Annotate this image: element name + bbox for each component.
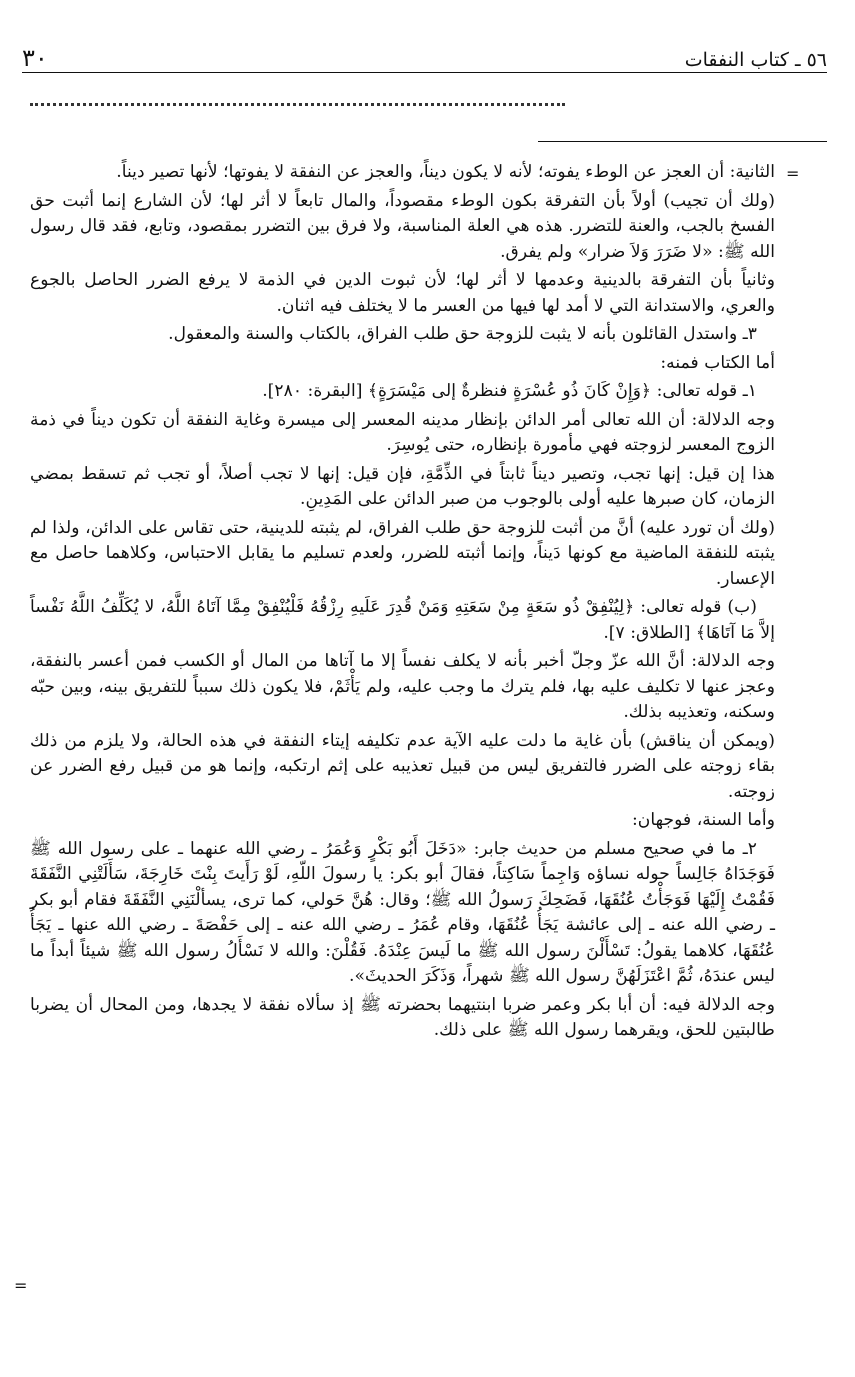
continuation-mark-bottom: =	[14, 1276, 28, 1295]
paragraph-answer-second: وثانياً بأن التفرقة بالدينية وعدمها لا أثر لها؛ لأن ثبوت الدين في الذمة لا يرفع الضرر الحاصل بالجوع والعري، والاستدانة التي لا أمد لها فيها من العسر ما لا يختلف فيه اثنان.	[30, 270, 775, 316]
paragraph-evidence-baqarah: وجه الدلالة: أن الله تعالى أمر الدائن بإنظار مدينه المعسر إلى ميسرة وغاية النفقة أن تكون ديناً في ذمة الزوج المعسر لزوجته فهي مأمورة بإنظاره، حتى يُوسِرَ.	[30, 409, 775, 455]
running-title: ٥٦ ـ كتاب النفقات	[684, 49, 827, 71]
paragraph-answer-first: (ولك أن تجيب) أولاً بأن التفرقة بكون الوطء مقصوداً، والمال تابعاً لا أثر لها؛ لأن الشارع إنما أثبت حق الفسخ بالجب، والعنة للتضرر. هذه هي العلة المناسبة، ولا فرق بين التضرر بمقصود، وتابع، فقد قال رسول الله ﷺ: «لا ضَرَرَ وَلاَ ضرار» ولم يفرق.	[30, 190, 775, 262]
page-number: ٣٠	[22, 44, 48, 72]
continuation-mark-top: =	[786, 164, 800, 183]
page-header	[22, 30, 827, 70]
paragraph-verse-baqarah: ١ـ قوله تعالى: ﴿وَإِنْ كَانَ ذُو عُسْرَةٍ فنظرةٌ إلى مَيْسَرَةٍ﴾ [البقرة: ٢٨٠].	[262, 381, 757, 401]
paragraph-third-opinion: ٣ـ واستدل القائلون بأنه لا يثبت للزوجة حق طلب الفراق، بالكتاب والسنة والمعقول.	[168, 324, 757, 344]
header-rule	[22, 72, 827, 73]
body-text	[30, 160, 775, 1047]
paragraph-evidence-talaq: وجه الدلالة: أنَّ الله عزّ وجلّ أخبر بأنه لا يكلف نفساً إلا ما آتاها من المال أو الكسب فمن أعسر بالنفقة، وعجز عنها لا تكليف عليه بها، فلم يترك ما وجب عليه، ولم يَأْثَمْ، فلا يكون ذلك سبباً للتفريق بينه، وبين حبّه وسكنه، وتعذيبه بذلك.	[30, 651, 775, 722]
paragraph-if-said: هذا إن قيل: إنها تجب، وتصير ديناً ثابتاً في الذِّمَّةِ، فإن قيل: إنها لا تجب أصلاً، أو تجب ثم تسقط بمضي الزمان، كان صبرها عليه أولى بالوجوب من صبر الدائن على المَدِينِ.	[30, 463, 775, 509]
paragraph-evidence-hadith: وجه الدلالة فيه: أن أبا بكر وعمر ضربا ابنتيهما بحضرته ﷺ إذ سألاه نفقة لا يجدها، ومن المحال أن يضربا طالبتين للحق، ويقرهما رسول الله ﷺ على ذلك.	[30, 994, 775, 1040]
paragraph-hadith-jabir: ٢ـ ما في صحيح مسلم من حديث جابر: «دَخَلَ أَبُو بَكْرٍ وَعُمَرُ ـ رضي الله عنهما ـ على رسول الله ﷺ فَوَجَدَاهُ جَالِساً حوله نساؤه وَاجِماً سَاكِتاً، فقالَ أبو بكر: يا رسولَ اللّهِ، لَوْ رَأَيتَ بِنْتَ خَارِجَةَ، سَأَلَتْنِي النَّفَقَةَ فَقُمْتُ إِلَيْهَا فَوَجَأْتُ عُنُقَهَا، فَضَحِكَ رَسولُ الله ﷺ؛ وقال: هُنَّ حَولي، كما ترى، يسألْنَنِي النَّفَقَةَ فقام أبو بكر ـ رضي الله عنه ـ إلى عائشة يَجَأُ عُنُقَهَا، وقام عُمَرُ ـ رضي الله عنه ـ إلى حَفْصَةَ ـ رضي الله عنها ـ يَجَأُ عُنُقَهَا، كلاهما يقولُ: تَسْأَلْنَ رسول الله ﷺ ما لَيسَ عِنْدَهُ. فَقُلْنَ: والله لا نَسْأَلُ رسول الله ﷺ شيئاً أبداً ما ليس عندَهُ، ثُمَّ اعْتَزَلَهُنَّ رسول الله ﷺ شهراً، وَذَكَرَ الحديثَ».	[30, 838, 775, 986]
paragraph-sunnah-intro: وأما السنة، فوجهان:	[631, 810, 775, 830]
footnote-rule	[538, 141, 827, 142]
paragraph-objection: (ولك أن تورد عليه) أنَّ من أثبت للزوجة حق طلب الفراق، لم يثبته للدينية، حتى تقاس على الدائن، ولذا لم يثبته للنفقة الماضية مع كونها دَيناً، وإنما أثبته للضرر، ولعدم تسليم ما يقابل الاحتباس، وكلاهما حاصل مع الإعسار.	[30, 517, 775, 589]
paragraph-second-reason: الثانية: أن العجز عن الوطء يفوته؛ لأنه لا يكون ديناً، والعجز عن النفقة لا يفوتها؛ لأنها تصير ديناً.	[116, 162, 775, 182]
dotted-separator	[30, 103, 565, 106]
paragraph-verse-talaq: (ب) قوله تعالى: ﴿لِيُنْفِقْ ذُو سَعَةٍ مِنْ سَعَتِهِ وَمَنْ قُدِرَ عَلَيهِ رِزْقُهُ فَلْيُنْفِقْ مِمَّا آتَاهُ اللَّهُ، لا يُكَلِّفُ اللَّهُ نَفْساً إلاَّ مَا آتَاهَا﴾ [الطلاق: ٧].	[30, 597, 775, 643]
paragraph-quran-intro: أما الكتاب فمنه:	[660, 352, 775, 373]
paragraph-discussion: (ويمكن أن يناقش) بأن غاية ما دلت عليه الآية عدم تكليفه إيتاء النفقة في هذه الحالة، ولا يلزم من ذلك بقاء زوجته على الضرر فالتفريق ليس من قبيل تعذيبه على إثم ارتكبه، وإنما هو من قبيل رفع الضرر عن زوجته.	[30, 730, 775, 802]
